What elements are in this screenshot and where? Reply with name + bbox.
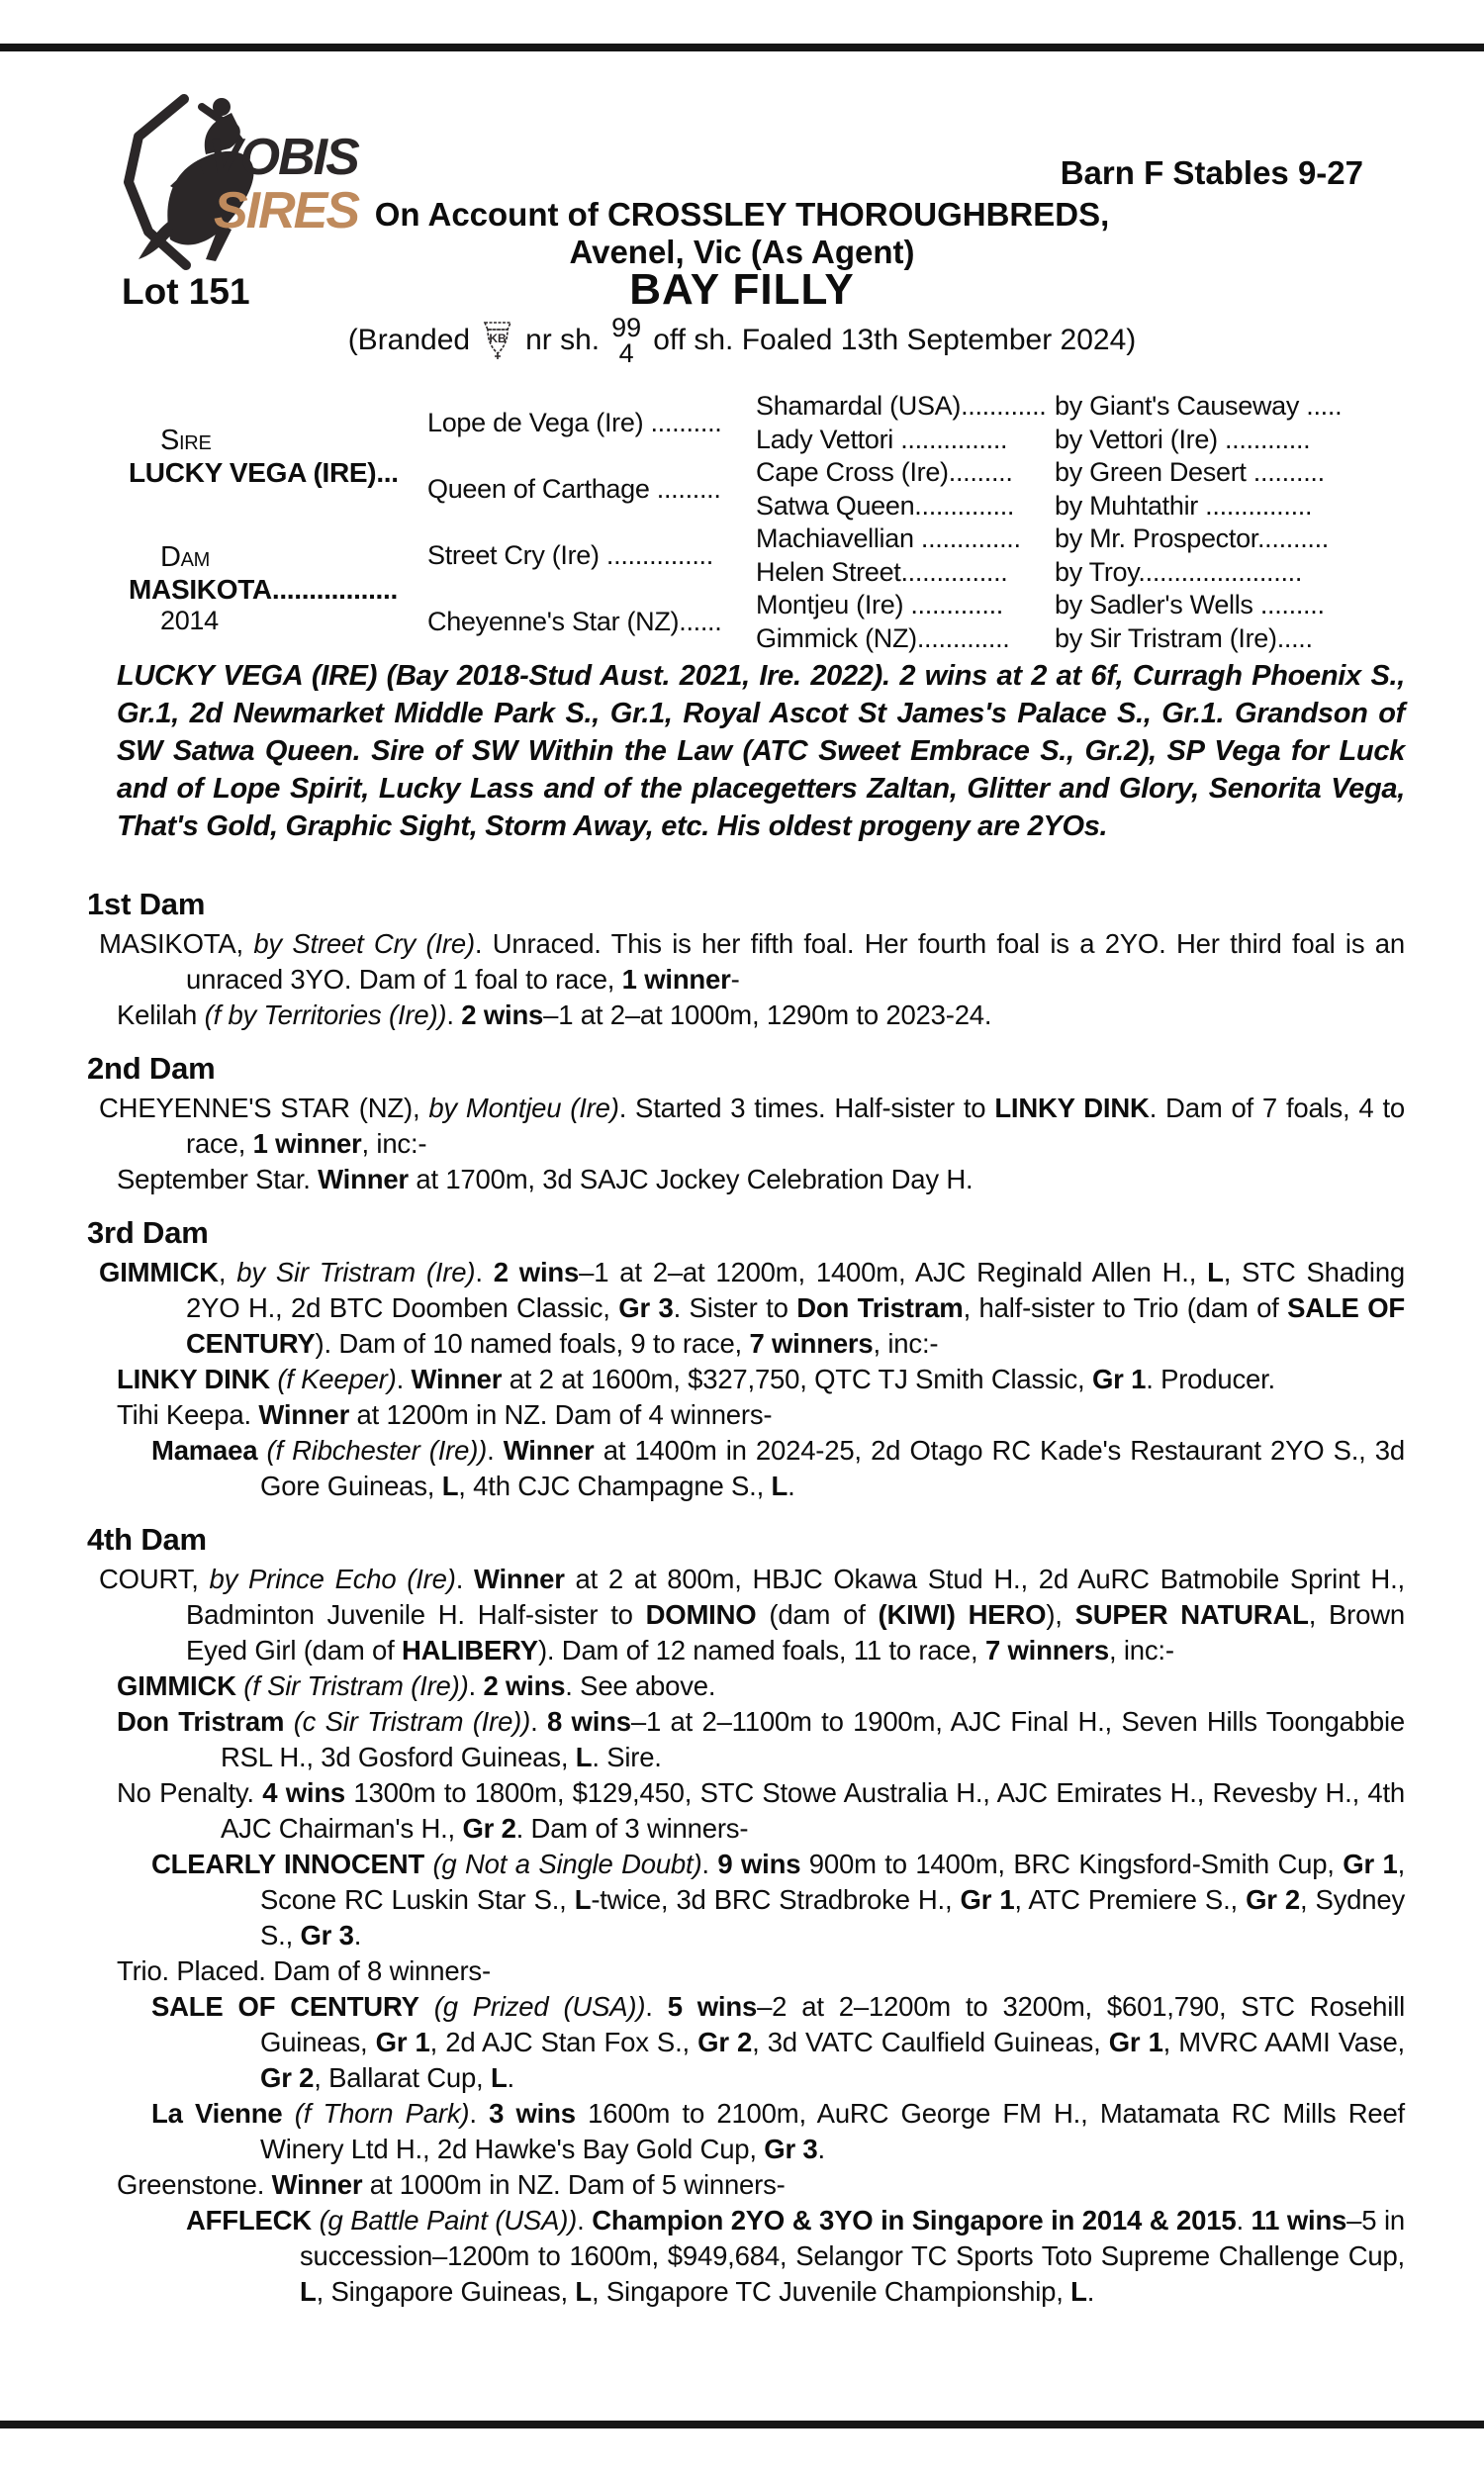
sire-sire: Lope de Vega (Ire) .......... — [427, 408, 722, 437]
brand-mark-letters: KB — [489, 332, 507, 345]
branded-prefix: (Branded — [347, 324, 471, 356]
grandparent-name: Machiavellian .............. — [756, 523, 1021, 554]
sire-block — [129, 390, 427, 523]
progeny-paragraph: Greenstone. Winner at 1000m in NZ. Dam of 5 winners- — [117, 2169, 786, 2200]
section-heading: 1st Dam — [87, 887, 206, 921]
progeny-paragraph: GIMMICK (f Sir Tristram (Ire)). 2 wins. See above. — [117, 1670, 716, 1701]
progeny-paragraph: Tihi Keepa. Winner at 1200m in NZ. Dam of 4 winners- — [117, 1399, 773, 1430]
dam-dam: Cheyenne's Star (NZ)...... — [427, 607, 722, 636]
dam-block — [129, 523, 427, 655]
account-line-2: Avenel, Vic (As Agent) — [569, 234, 915, 270]
dam-label: Dam — [160, 541, 211, 573]
barn-label: Barn F Stables 9-27 — [1060, 154, 1363, 191]
sub-progeny-paragraph: AFFLECK (g Battle Paint (USA)). Champion 2YO & 3YO in Singapore in 2014 & 2015. 11 wins–5 in succession–1200m to 1600m, $949,684, Selangor TC Sports Toto Supreme Challenge Cup, L, Singapore Guineas, L, Singapore TC Juvenile Championship, L. — [186, 2205, 1405, 2307]
grandparent-by: by Troy....................... — [1055, 556, 1303, 587]
dam-paragraph: MASIKOTA, by Street Cry (Ire). Unraced. This is her fifth foal. Her fourth foal is a 2YO. Her third foal is an unraced 3YO. Dam of 1 foal to race, 1 winner- — [99, 928, 1405, 995]
sub-progeny-paragraph: CLEARLY INNOCENT (g Not a Single Doubt). 9 wins 900m to 1400m, BRC Kingsford-Smith Cup, Gr 1, Scone RC Luskin Star S., L-twice, 3d BRC Stradbroke H., Gr 1, ATC Premiere S., Gr 2, Sydney S., Gr 3. — [151, 1849, 1406, 1951]
dam-sections — [87, 887, 1405, 2310]
progeny-paragraph: September Star. Winner at 1700m, 3d SAJC Jockey Celebration Day H. — [117, 1164, 974, 1194]
account-line-1: On Account of CROSSLEY THOROUGHBREDS, — [374, 196, 1110, 233]
sire-blurb: LUCKY VEGA (IRE) (Bay 2018-Stud Aust. 2021, Ire. 2022). 2 wins at 2 at 6f, Curragh Phoenix S., Gr.1, 2d Newmarket Middle Park S., Gr.1, Royal Ascot St James's Palace S., Gr.1. Grandson of SW Satwa Queen. Sire of SW Within the Law (ATC Sweet Embrace S., Gr.2), SP Vega for Luck and of Lope Spirit, Lucky Lass and of the placegetters Zaltan, Glitter and Glory, Senorita Vega, That's Gold, Graphic Sight, Storm Away, etc. His oldest progeny are 2YOs. — [117, 660, 1405, 842]
grandparent-name: Helen Street............... — [756, 556, 1008, 587]
sire-name: LUCKY VEGA (IRE)... — [129, 456, 399, 488]
progeny-paragraph: Don Tristram (c Sir Tristram (Ire)). 8 wins–1 at 2–1100m to 1900m, AJC Final H., Seven Hills Toongabbie RSL H., 3d Gosford Guineas, L. Sire. — [117, 1706, 1405, 1772]
progeny-paragraph: Trio. Placed. Dam of 8 winners- — [117, 1955, 491, 1986]
brand-number-top: 99 — [611, 313, 642, 342]
dam-name: MASIKOTA................. — [129, 574, 398, 605]
dam-year: 2014 — [160, 606, 219, 635]
dam-paragraph: COURT, by Prince Echo (Ire). Winner at 2 at 800m, HBJC Okawa Stud H., 2d AuRC Batmobile Sprint H., Badminton Juvenile H. Half-sister to DOMINO (dam of (KIWI) HERO), SUPER NATURAL, Brown Eyed Girl (dam of HALIBERY). Dam of 12 named foals, 11 to race, 7 winners, inc:- — [99, 1564, 1405, 1665]
dam-paragraph: GIMMICK, by Sir Tristram (Ire). 2 wins–1 at 2–at 1200m, 1400m, AJC Reginald Allen H., L, STC Shading 2YO H., 2d BTC Doomben Classic, Gr 3. Sister to Don Tristram, half-sister to Trio (dam of SALE OF CENTURY). Dam of 10 named foals, 9 to race, 7 winners, inc:- — [99, 1257, 1406, 1359]
branded-line — [0, 315, 1484, 366]
section-heading: 2nd Dam — [87, 1051, 216, 1086]
brand-numbers — [611, 315, 641, 366]
pedigree-table — [129, 390, 1407, 655]
grandparent-by: by Sir Tristram (Ire)..... — [1055, 622, 1313, 653]
sub-progeny-paragraph: Mamaea (f Ribchester (Ire)). Winner at 1400m in 2024-25, 2d Otago RC Kade's Restaurant 2YO S., 3d Gore Guineas, L, 4th CJC Champagne S., L. — [151, 1435, 1405, 1501]
brand-mark-icon — [482, 321, 513, 360]
sub-progeny-paragraph: SALE OF CENTURY (g Prized (USA)). 5 wins–2 at 2–1200m to 3200m, $601,790, STC Rosehill Guineas, Gr 1, 2d AJC Stan Fox S., Gr 2, 3d VATC Caulfield Guineas, Gr 1, MVRC AAMI Vase, Gr 2, Ballarat Cup, L. — [151, 1991, 1406, 2093]
grandparent-by: by Vettori (Ire) ............ — [1055, 424, 1311, 454]
grandparent-name: Cape Cross (Ire)......... — [756, 457, 1013, 488]
grandparent-by: by Mr. Prospector.......... — [1055, 523, 1329, 554]
logo-text-vobis: VOBIS — [208, 129, 358, 186]
grandparent-by: by Giant's Causeway ..... — [1055, 391, 1343, 422]
section-heading: 4th Dam — [87, 1522, 207, 1557]
grandparent-by: by Green Desert .......... — [1055, 457, 1325, 488]
branded-suffix: off sh. Foaled 13th September 2024) — [653, 324, 1137, 356]
progeny-paragraph: No Penalty. 4 wins 1300m to 1800m, $129,450, STC Stowe Australia H., AJC Emirates H., Revesby H., 4th AJC Chairman's H., Gr 2. Dam of 3 winners- — [117, 1777, 1406, 1844]
dam-paragraph: CHEYENNE'S STAR (NZ), by Montjeu (Ire). Started 3 times. Half-sister to LINKY DINK. Dam of 7 foals, 4 to race, 1 winner, inc:- — [99, 1093, 1405, 1159]
grandparent-name: Montjeu (Ire) ............. — [756, 590, 1003, 620]
logo-text-sires: SIRES — [214, 182, 359, 239]
grandparent-name: Shamardal (USA)............ — [756, 391, 1047, 422]
grandparent-name: Lady Vettori ............... — [756, 424, 1008, 454]
grandparent-by: by Sadler's Wells ......... — [1055, 590, 1325, 620]
lot-number: Lot 151 — [122, 271, 250, 312]
top-rule — [0, 44, 1484, 51]
progeny-paragraph: Kelilah (f by Territories (Ire)). 2 wins–1 at 2–at 1000m, 1290m to 2023-24. — [117, 999, 992, 1030]
progeny-paragraph: LINKY DINK (f Keeper). Winner at 2 at 1600m, $327,750, QTC TJ Smith Classic, Gr 1. Producer. — [117, 1364, 1275, 1394]
sub-progeny-paragraph: La Vienne (f Thorn Park). 3 wins 1600m to 2100m, AuRC George FM H., Matamata RC Mills Reef Winery Ltd H., 2d Hawke's Bay Gold Cup, Gr 3. — [151, 2098, 1405, 2164]
grandparent-name: Gimmick (NZ)............. — [756, 622, 1010, 653]
page-title: BAY FILLY — [629, 265, 855, 314]
grandparent-by: by Muhtathir ............... — [1055, 490, 1313, 521]
section-heading: 3rd Dam — [87, 1215, 209, 1250]
branded-mid: nr sh. — [525, 324, 601, 356]
grandparent-name: Satwa Queen.............. — [756, 490, 1015, 521]
sire-label: Sire — [160, 424, 212, 456]
bottom-rule — [0, 2421, 1484, 2428]
sire-dam: Queen of Carthage ......... — [427, 474, 721, 504]
dam-sire: Street Cry (Ire) ............... — [427, 540, 713, 570]
brand-number-bottom: 4 — [618, 338, 634, 368]
